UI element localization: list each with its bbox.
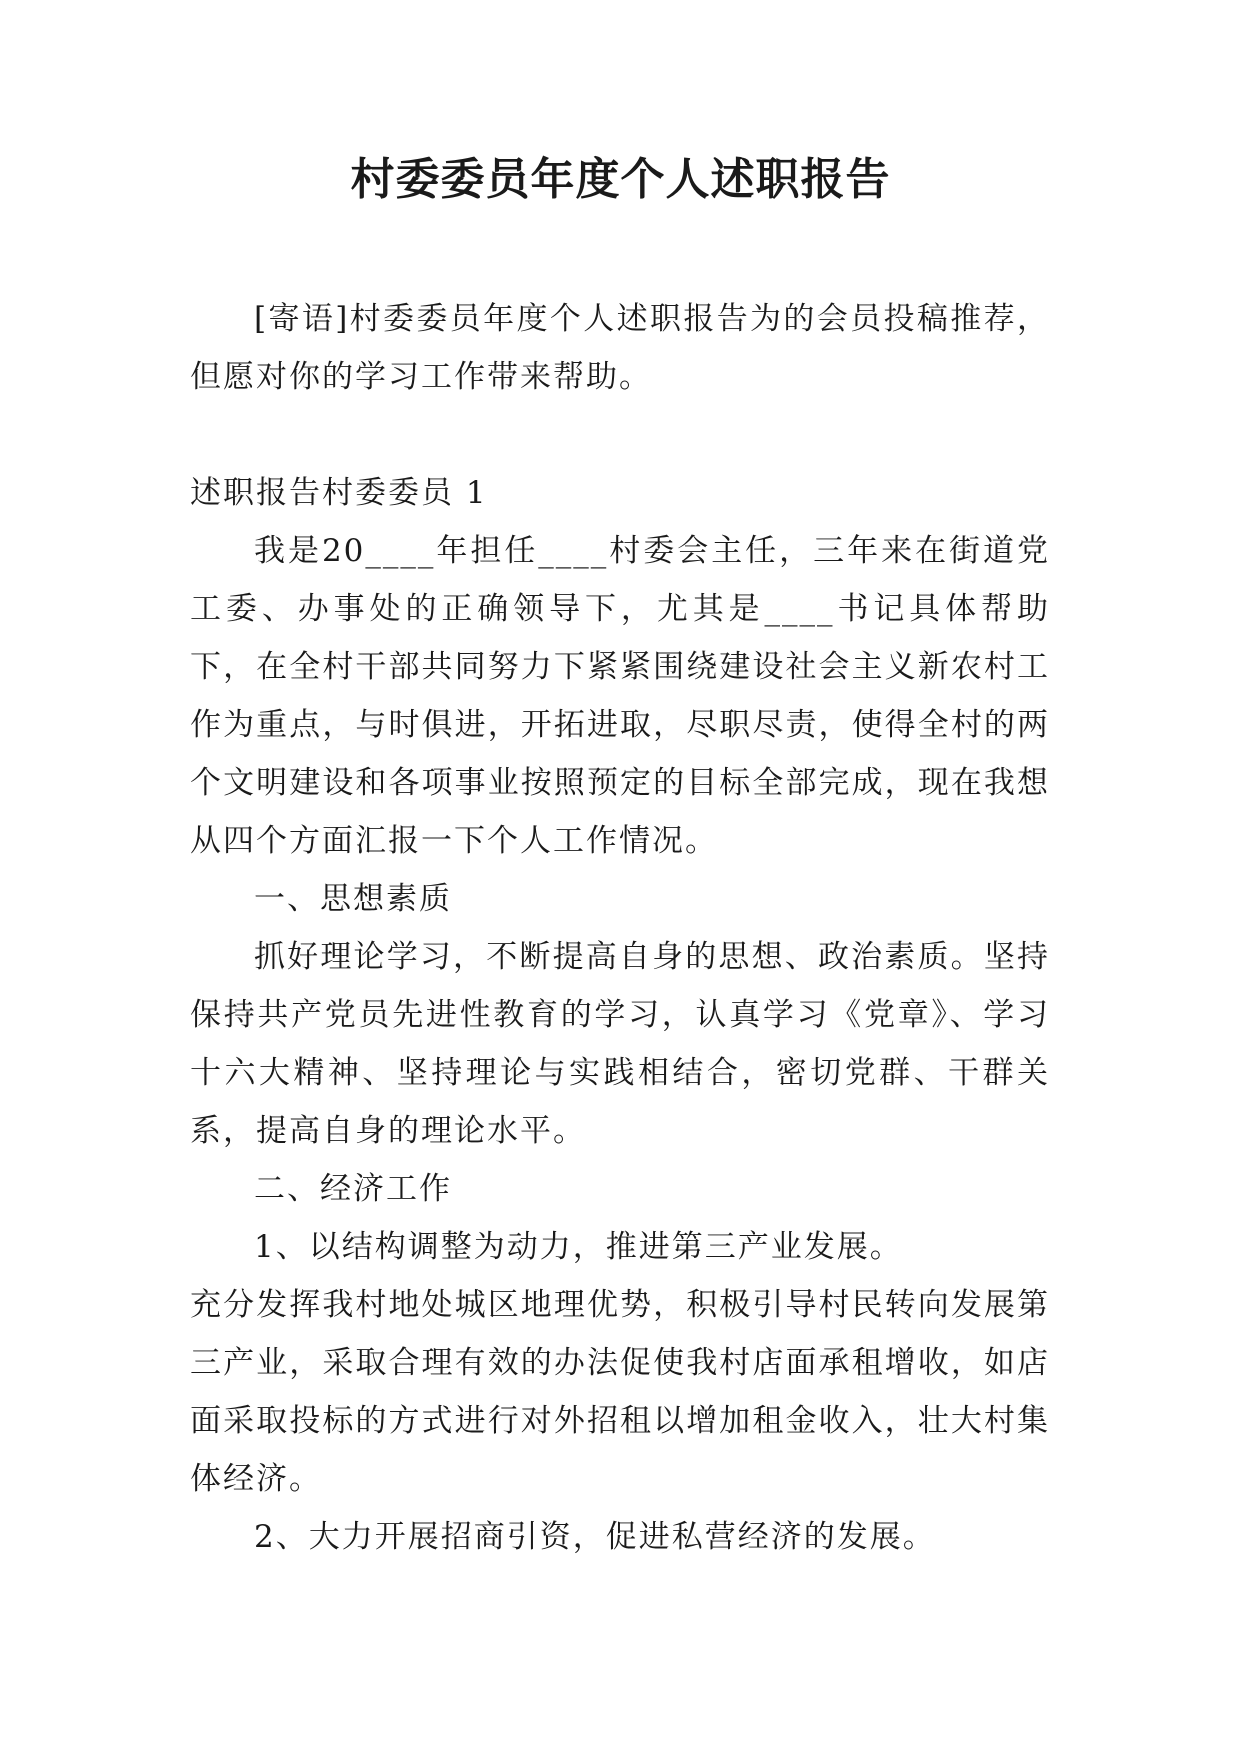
body-paragraph: 我是20____年担任____村委会主任，三年来在街道党工委、办事处的正确领导下，尤其是____书记具体帮助下，在全村干部共同努力下紧紧围绕建设社会主义新农村工作为重点，与时俱进，开拓进取，尽职尽责，使得全村的两个文明建设和各项事业按照预定的目标全部完成，现在我想从四个方面汇报一下个人工作情况。 (190, 533, 1050, 859)
document-title: 村委委员年度个人述职报告 (350, 154, 891, 205)
subsection-heading: 一、思想素质 (254, 881, 452, 917)
intro-paragraph: [寄语]村委委员年度个人述职报告为的会员投稿推荐，但愿对你的学习工作带来帮助。 (190, 301, 1050, 395)
body-paragraph: 充分发挥我村地处城区地理优势，积极引导村民转向发展第三产业，采取合理有效的办法促使我村店面承租增收，如店面采取投标的方式进行对外招租以增加租金收入，壮大村集体经济。 (190, 1287, 1050, 1497)
list-item-heading: 2、大力开展招商引资，促进私营经济的发展。 (254, 1519, 936, 1555)
list-item-heading: 1、以结构调整为动力，推进第三产业发展。 (254, 1229, 903, 1265)
section-heading: 述职报告村委委员 1 (190, 475, 488, 511)
document-body (190, 290, 1050, 1566)
subsection-heading: 二、经济工作 (254, 1171, 452, 1207)
body-paragraph: 抓好理论学习，不断提高自身的思想、政治素质。坚持保持共产党员先进性教育的学习，认真学习《党章》、学习十六大精神、坚持理论与实践相结合，密切党群、干群关系，提高自身的理论水平。 (190, 939, 1050, 1149)
paragraph-gap (190, 406, 1050, 464)
